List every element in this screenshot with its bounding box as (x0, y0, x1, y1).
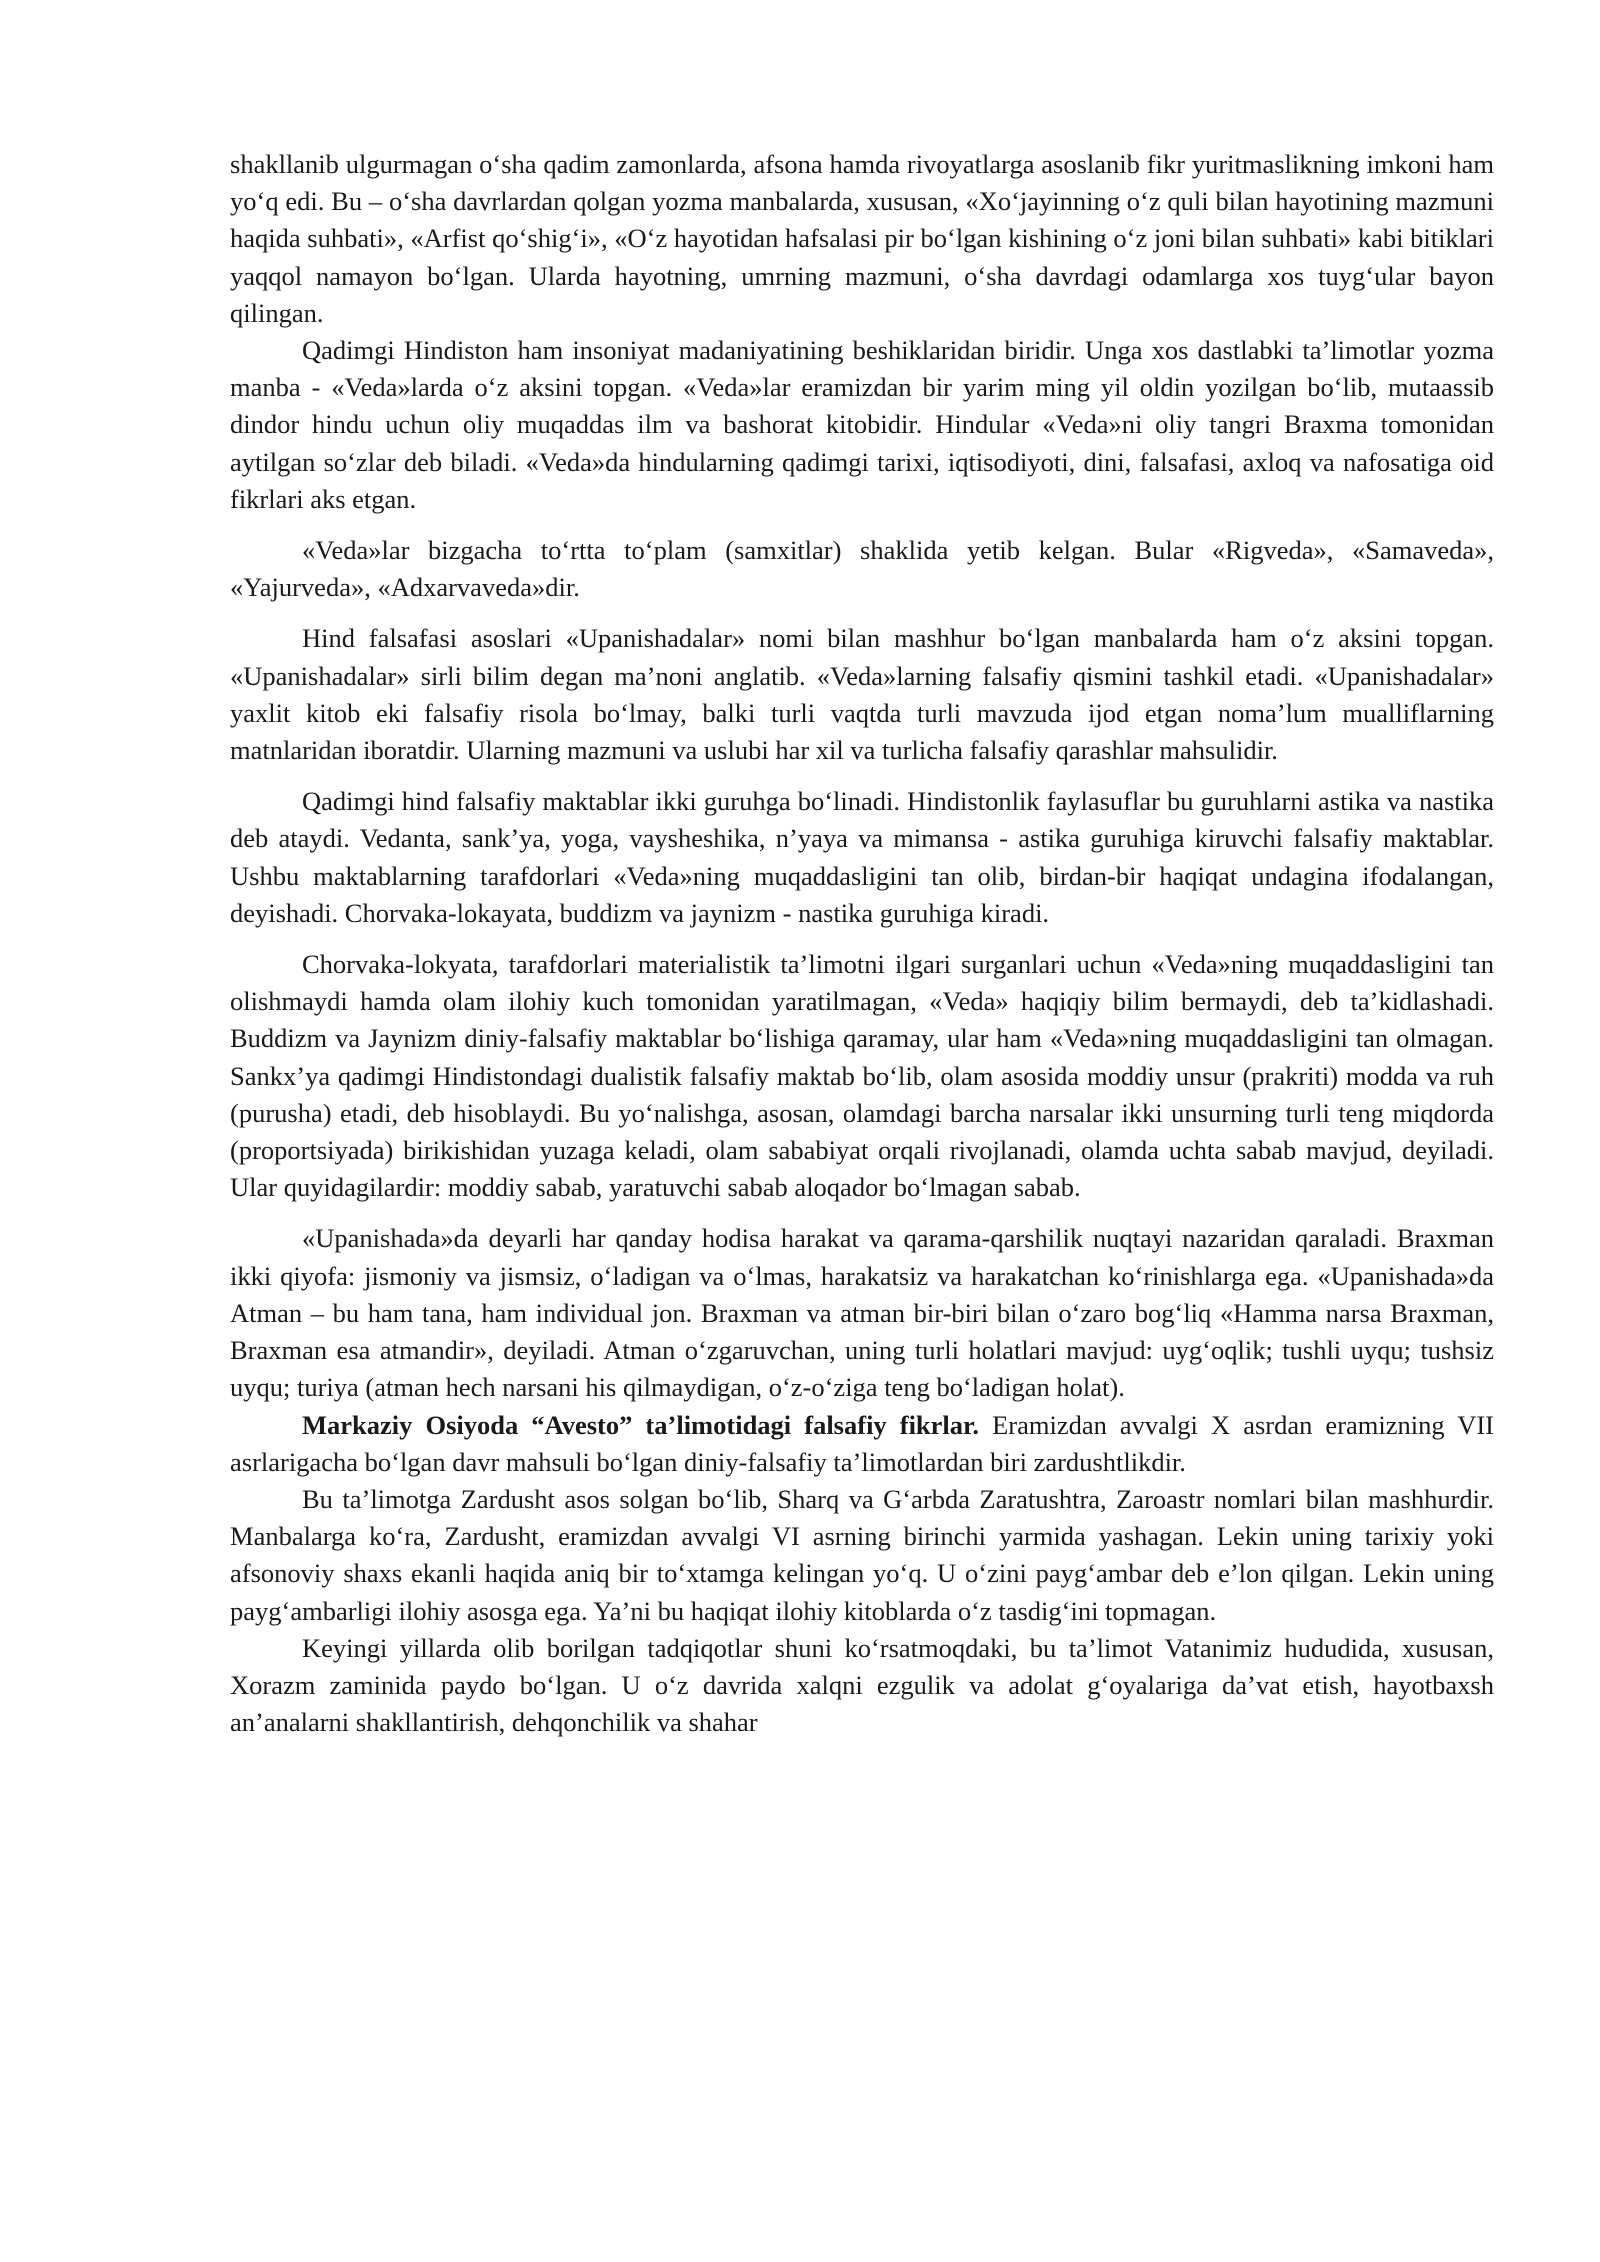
paragraph-upanishads: Hind falsafasi asoslari «Upanishadalar» nomi bilan mashhur bo‘lgan manbalarda ham o‘z aksini topgan. «Upanishadalar» sirli bilim degan ma’noni anglatib. «Veda»larning falsafiy qismini tashkil etadi. «Upanishadalar» yaxlit kitob eki falsafiy risola bo‘lmay, balki turli vaqtda turli mavzuda ijod etgan noma’lum mualliflarning matnlaridan iboratdir. Ularning mazmuni va uslubi har xil va turlicha falsafiy qarashlar mahsulidir. (230, 623, 1494, 766)
section-heading: Markaziy Osiyoda “Avesto” ta’limotidagi falsafiy fikrlar. (302, 1409, 980, 1440)
document-page (230, 146, 1494, 1741)
paragraph-schools: Qadimgi hind falsafiy maktablar ikki guruhga bo‘linadi. Hindistonlik faylasuflar bu guruhlarni astika va nastika deb ataydi. Vedanta, sank’ya, yoga, vaysheshika, n’yaya va mimansa - astika guruhiga kiruvchi falsafiy maktablar. Ushbu maktablarning tarafdorlari «Veda»ning muqaddasligini tan olib, birdan-bir haqiqat undagina ifodalangan, deyishadi. Chorvaka-lokayata, buddizm va jaynizm - nastika guruhiga kiradi. (230, 786, 1494, 928)
paragraph-india: Qadimgi Hindiston ham insoniyat madaniyatining beshiklaridan biridir. Unga xos dastlabki ta’limotlar yozma manba - «Veda»larda o‘z aksini topgan. «Veda»lar eramizdan bir yarim ming yil oldin yozilgan bo‘lib, mutaassib dindor hindu uchun oliy muqaddas ilm va bashorat kitobidir. Hindular «Veda»ni oliy tangri Braxma tomonidan aytilgan so‘zlar deb biladi. «Veda»da hindularning qadimgi tarixi, iqtisodiyoti, dini, falsafasi, axloq va nafosatiga oid fikrlari aks etgan. (230, 335, 1494, 514)
paragraph-research: Keyingi yillarda olib borilgan tadqiqotlar shuni ko‘rsatmoqdaki, bu ta’limot Vatanimiz hududida, xususan, Xorazm zaminida paydo bo‘lgan. U o‘z davrida xalqni ezgulik va adolat g‘oyalariga da’vat etish, hayotbaxsh an’analarni shakllantirish, dehqonchilik va shahar (230, 1632, 1494, 1738)
paragraph-vedas: «Veda»lar bizgacha to‘rtta to‘plam (samxitlar) shaklida yetib kelgan. Bular «Rigveda», «Samaveda», «Yajurveda», «Adxarvaveda»dir. (230, 535, 1494, 603)
section-lead: Eramizdan avvalgi X asrdan eramizning VII asrlarigacha bo‘lgan davr mahsuli bo‘lgan diniy-falsafiy ta’limotlardan biri zardushtlikdir. (230, 1409, 1495, 1477)
paragraph-zardusht: Bu ta’limotga Zardusht asos solgan bo‘lib, Sharq va G‘arbda Zaratushtra, Zaroastr nomlari bilan mashhurdir. Manbalarga ko‘ra, Zardusht, eramizdan avvalgi VI asrning birinchi yarmida yashagan. Lekin uning tarixiy yoki afsonoviy shaxs ekanli haqida aniq bir to‘xtamga kelingan yo‘q. U o‘zini payg‘ambar deb e’lon qilgan. Lekin uning payg‘ambarligi ilohiy asosga ega. Ya’ni bu haqiqat ilohiy kitoblarda o‘z tasdig‘ini topmagan. (230, 1483, 1494, 1626)
paragraph-atman: «Upanishada»da deyarli har qanday hodisa harakat va qarama-qarshilik nuqtayi nazaridan qaraladi. Braxman ikki qiyofa: jismoniy va jismsiz, o‘ladigan va o‘lmas, harakatsiz va harakatchan ko‘rinishlarga ega. «Upanishada»da Atman – bu ham tana, ham individual jon. Braxman va atman bir-biri bilan o‘zaro bog‘liq «Hamma narsa Braxman, Braxman esa atmandir», deyiladi. Atman o‘zgaruvchan, uning turli holatlari mavjud: uyg‘oqlik; tushli uyqu; tushsiz uyqu; turiya (atman hech narsani his qilmaydigan, o‘z-o‘ziga teng bo‘ladigan holat). (230, 1223, 1494, 1403)
paragraph-continuation: shakllanib ulgurmagan o‘sha qadim zamonlarda, afsona hamda rivoyatlarga asoslanib fikr yuritmaslikning imkoni ham yo‘q edi. Bu – o‘sha davrlardan qolgan yozma manbalarda, xususan, «Xo‘jayinning o‘z quli bilan hayotining mazmuni haqida suhbati», «Arfist qo‘shig‘i», «O‘z hayotidan hafsalasi pir bo‘lgan kishining o‘z joni bilan suhbati» kabi bitiklari yaqqol namayon bo‘lgan. Ularda hayotning, umrning mazmuni, o‘sha davrdagi odamlarga xos tuyg‘ular bayon qilingan. (230, 149, 1494, 328)
section-avesto (230, 1407, 1494, 1481)
paragraph-charvaka: Chorvaka-lokyata, tarafdorlari materialistik ta’limotni ilgari surganlari uchun «Veda»ning muqaddasligini tan olishmaydi hamda olam ilohiy kuch tomonidan yaratilmagan, «Veda» haqiqiy bilim bermaydi, deb ta’kidlashadi. Buddizm va Jaynizm diniy-falsafiy maktablar bo‘lishiga qaramay, ular ham «Veda»ning muqaddasligini tan olmagan. Sankx’ya qadimgi Hindistondagi dualistik falsafiy maktab bo‘lib, olam asosida moddiy unsur (prakriti) modda va ruh (purusha) etadi, deb hisoblaydi. Bu yo‘nalishga, asosan, olamdagi barcha narsalar ikki unsurning turli teng miqdorda (proportsiyada) birikishidan yuzaga keladi, olam sababiyat orqali rivojlanadi, olamda uchta sabab mavjud, deyiladi. Ular quyidagilardir: moddiy sabab, yaratuvchi sabab aloqador bo‘lmagan sabab. (230, 949, 1494, 1203)
